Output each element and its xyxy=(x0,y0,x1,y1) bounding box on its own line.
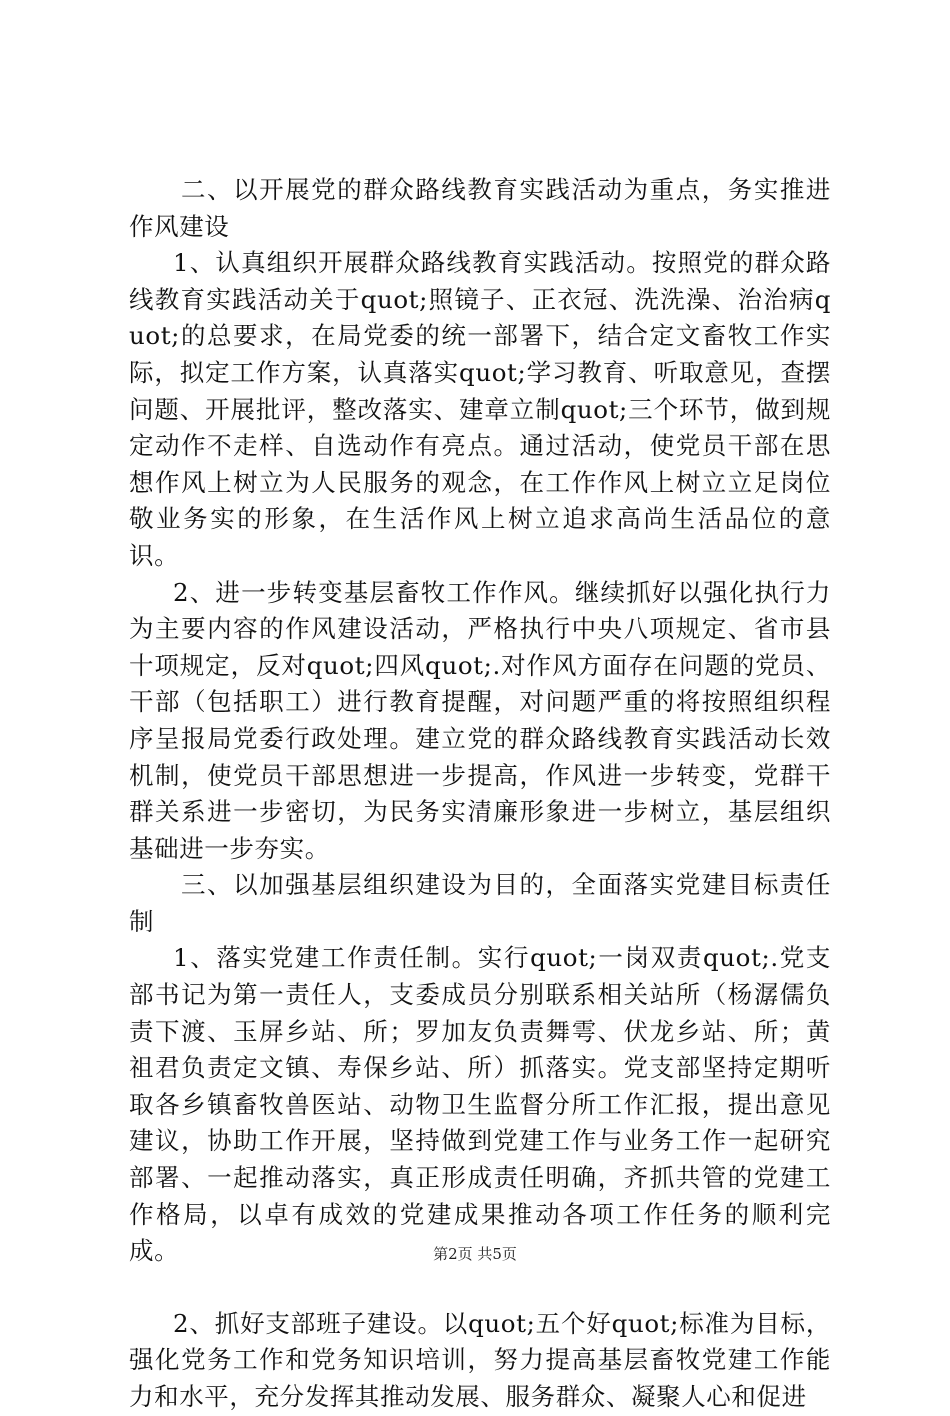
page-number-footer: 第2页 共5页 xyxy=(433,1245,517,1263)
paragraph-2-2: 2、进一步转变基层畜牧工作作风。继续抓好以强化执行力为主要内容的作风建设活动，严格执行中央八项规定、省市县十项规定，反对quot;四风quot;.对作风方面存在问题的党员、干部（包括职工）进行教育提醒，对问题严重的将按照组织程序呈报局党委行政处理。建立党的群众路线教育实践活动长效机制，使党员干部思想进一步提高，作风进一步转变，党群干群关系进一步密切，为民务实清廉形象进一步树立，基层组织基础进一步夯实。 xyxy=(129,577,831,863)
section-heading-3: 三、以加强基层组织建设为目的，全面落实党建目标责任制 xyxy=(129,870,831,936)
paragraph-3-2: 2、抓好支部班子建设。以quot;五个好quot;标准为目标，强化党务工作和党务知识培训，努力提高基层畜牧党建工作能力和水平，充分发挥其推动发展、服务群众、凝聚人心和促进 xyxy=(129,1308,831,1411)
paragraph-3-1: 1、落实党建工作责任制。实行quot;一岗双责quot;.党支部书记为第一责任人，支委成员分别联系相关站所（杨潺儒负责下渡、玉屏乡站、所；罗加友负责舞雩、伏龙乡站、所；黄祖君负责定文镇、寿保乡站、所）抓落实。党支部坚持定期听取各乡镇畜牧兽医站、动物卫生监督分所工作汇报，提出意见建议，协助工作开展，坚持做到党建工作与业务工作一起研究部署、一起推动落实，真正形成责任明确，齐抓共管的党建工作格局，以卓有成效的党建成果推动各项工作任务的顺利完成。 xyxy=(129,943,831,1266)
section-heading-2: 二、以开展党的群众路线教育实践活动为重点，务实推进作风建设 xyxy=(129,175,831,241)
document-body xyxy=(129,172,831,1416)
paragraph-2-1: 1、认真组织开展群众路线教育实践活动。按照党的群众路线教育实践活动关于quot;照镜子、正衣冠、洗洗澡、治治病quot;的总要求，在局党委的统一部署下，结合定文畜牧工作实际，拟定工作方案，认真落实quot;学习教育、听取意见，查摆问题、开展批评，整改落实、建章立制quot;三个环节，做到规定动作不走样、自选动作有亮点。通过活动，使党员干部在思想作风上树立为人民服务的观念，在工作作风上树立立足岗位敬业务实的形象，在生活作风上树立追求高尚生活品位的意识。 xyxy=(129,248,831,570)
paragraph-spacer xyxy=(129,1270,831,1306)
